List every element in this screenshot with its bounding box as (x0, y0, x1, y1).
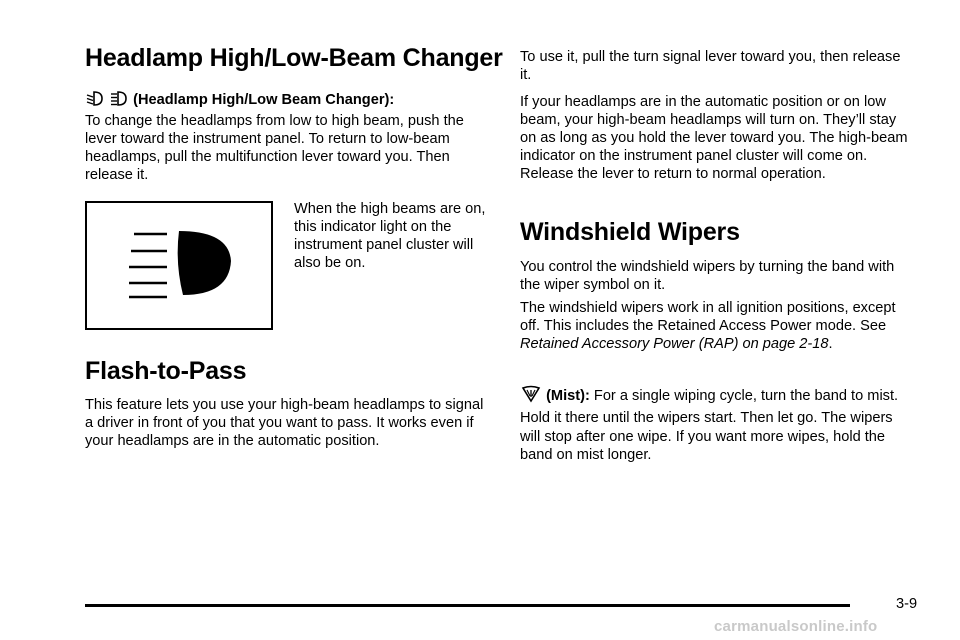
footer-rule (85, 604, 850, 607)
heading-flash-to-pass: Flash-to-Pass (85, 357, 247, 385)
wipers-paragraph: You control the windshield wipers by turning the band with the wiper symbol on it. (520, 259, 895, 293)
changer-label: (Headlamp High/Low Beam Changer): (133, 92, 395, 108)
high-beam-icon (109, 90, 129, 112)
heading-headlamp-changer: Headlamp High/Low-Beam Changer (85, 44, 503, 72)
indicator-paragraph: When the high beams are on, this indicator light on the instrument panel cluster will also be on. (294, 201, 486, 271)
page-number: 3-9 (896, 596, 918, 612)
high-beam-indicator-icon (87, 203, 271, 328)
ignition-suffix: . (828, 336, 833, 352)
changer-paragraph (85, 90, 493, 184)
mist-icon (520, 385, 542, 409)
ignition-reference-link[interactable]: Retained Accessory Power (RAP) on page 2-18 (520, 336, 829, 352)
mist-label: (Mist): (546, 388, 590, 404)
heading-windshield-wipers: Windshield Wipers (520, 218, 740, 246)
auto-paragraph: If your headlamps are in the automatic position or on low beam, your high-beam headlamps will turn on. They’ll stay on as long as you hold the lever toward you. The high-beam indicator on the instrument panel cluster will come on. Release the lever to return to normal operation. (520, 94, 908, 182)
changer-text: To change the headlamps from low to high beam, push the lever toward the instrument panel. To return to low-beam headlamps, pull the multifunction lever toward you. Then release it. (85, 113, 464, 183)
low-beam-icon (85, 90, 105, 112)
flash-paragraph: This feature lets you use your high-beam headlamps to signal a driver in front of you that you want to pass. It works even if your headlamps are in the automatic position. (85, 397, 484, 449)
high-beam-indicator-figure (85, 201, 273, 330)
use-paragraph: To use it, pull the turn signal lever toward you, then release it. (520, 49, 901, 83)
mist-paragraph (520, 385, 915, 465)
watermark: carmanualsonline.info (714, 618, 878, 635)
ignition-paragraph (520, 299, 915, 353)
mist-text: For a single wiping cycle, turn the band to mist. Hold it there until the wipers start. Then let go. The wipers will stop after one wipe. If you want more wipes, hold the band on mist longer. (520, 388, 899, 464)
ignition-text: The windshield wipers work in all ignition positions, except off. This includes the Retained Access Power mode. See (520, 300, 896, 334)
